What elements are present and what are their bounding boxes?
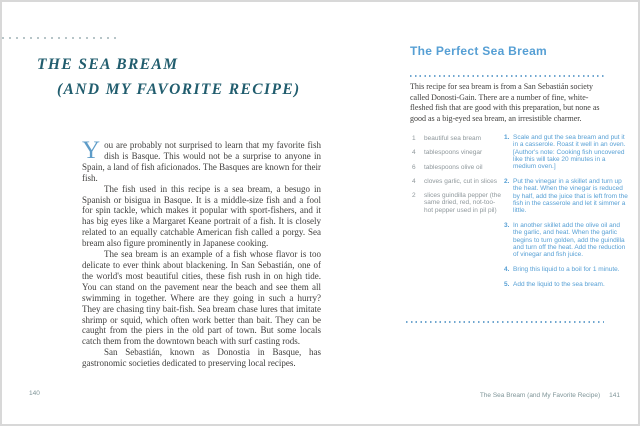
recipe-title: The Perfect Sea Bream	[410, 44, 548, 58]
step-number: 5.	[504, 280, 510, 288]
ingredient-quantity: 1	[412, 135, 416, 142]
ingredient-text: slices guindilla pepper (the same dried, red, not-too-hot pepper used in pil pil)	[424, 192, 501, 214]
ingredient-item	[412, 149, 504, 156]
ingredient-item	[412, 192, 504, 214]
dotted-divider-heading	[410, 75, 604, 77]
paragraph-text: ou are probably not surprised to learn that my favorite fish dish is Basque. This would not be a surprise to anyone in Spain, a land of fish aficionados. The Basques are known for their fish.	[82, 140, 321, 183]
chapter-title	[37, 52, 327, 102]
step-text: In another skillet add the olive oil and the garlic, and heat. When the garlic begins to turn golden, add the guindilla and turn off the heat. Add the reduction of vinegar and fish juice.	[513, 221, 626, 259]
step-number: 3.	[504, 221, 510, 229]
ingredient-quantity: 4	[412, 149, 416, 157]
ingredient-quantity: 2	[412, 192, 416, 200]
ingredient-text: tablespoons olive oil	[424, 163, 483, 171]
dotted-divider-bottom	[406, 321, 604, 323]
footer-title: The Sea Bream (and My Favorite Recipe)	[479, 392, 601, 399]
ingredient-text: beautiful sea bream	[424, 135, 482, 142]
step-text: Bring this liquid to a boil for 1 minute.	[513, 265, 620, 273]
page-number-right: 141	[609, 392, 620, 399]
step-number: 2.	[504, 177, 510, 185]
paragraph	[82, 137, 321, 184]
paragraph: The sea bream is an example of a fish whose flavor is too delicate to ever think about blackening. In San Sebastián, one of the world's most beautiful cities, these fish rush in on high tide. You can stand on the pavement near the beach and see them all swimming in together. Where are they going in such a hurry? They are chasing tiny bait-fish. Sea bream chase lures that imitate shrimp or squid, which often work better than bait. They can be caught from the piers in the old part of town. But some locals catch them from the downtown beach with surf casting rods.	[82, 249, 321, 347]
paragraph: The fish used in this recipe is a sea bream, a besugo in Spanish or bisigua in Basque. It is a middle-size fish and a fool for spin tackle, which makes it popular with sport-fishers, and it has big eyes like a Margaret Keane portrait of a fish. It is closely related to an equally catchable American fish called a porgy. Sea bream also figure prominently in Japanese cooking.	[82, 183, 321, 249]
step-text: Put the vinegar in a skillet and turn up the heat. When the vinegar is reduced by half, add the juice that is left from the fish in the casserole and let it simmer a little.	[513, 177, 628, 215]
page-number-left: 140	[29, 390, 40, 397]
ingredient-text: cloves garlic, cut in slices	[424, 177, 497, 185]
running-footer	[392, 392, 620, 399]
ingredient-item	[412, 178, 504, 185]
ingredient-text: tablespoons vinegar	[424, 149, 483, 157]
dotted-divider-left	[2, 37, 118, 39]
chapter-title-line1: THE SEA BREAM	[37, 56, 179, 73]
step-text: Scale and gut the sea bream and put it in a casserole. Roast it well in an oven. [Author's note: Cooking fish uncovered like this will take 20 minutes in a medium oven.]	[513, 134, 626, 171]
paragraph: San Sebastián, known as Donostia in Basque, has gastronomic societies dedicated to preserving local recipes.	[82, 347, 321, 369]
drop-cap: Y	[82, 137, 101, 164]
step-text: Add the liquid to the sea bream.	[513, 280, 605, 288]
recipe-intro: This recipe for sea bream is from a San Sebastián society called Donosti-Gain. There are a number of fine, white-fleshed fish that are good with this preparation, but none as good as a big-eyed sea bream, an irresistible charmer.	[410, 82, 600, 123]
ingredient-quantity: 4	[412, 177, 416, 185]
recipe-step	[504, 178, 628, 214]
ingredient-quantity: 6	[412, 163, 416, 171]
ingredient-item	[412, 135, 504, 142]
chapter-body	[82, 137, 321, 369]
step-number: 4.	[504, 265, 510, 273]
ingredient-list	[412, 135, 504, 221]
recipe-step	[504, 222, 628, 258]
recipe-step	[504, 266, 628, 273]
recipe-step	[504, 134, 628, 170]
recipe-steps	[504, 134, 628, 296]
chapter-title-line2: (AND MY FAVORITE RECIPE)	[57, 81, 301, 98]
ingredient-item	[412, 164, 504, 171]
recipe-step	[504, 281, 628, 288]
paragraph-list	[82, 184, 321, 369]
step-number: 1.	[504, 134, 510, 141]
